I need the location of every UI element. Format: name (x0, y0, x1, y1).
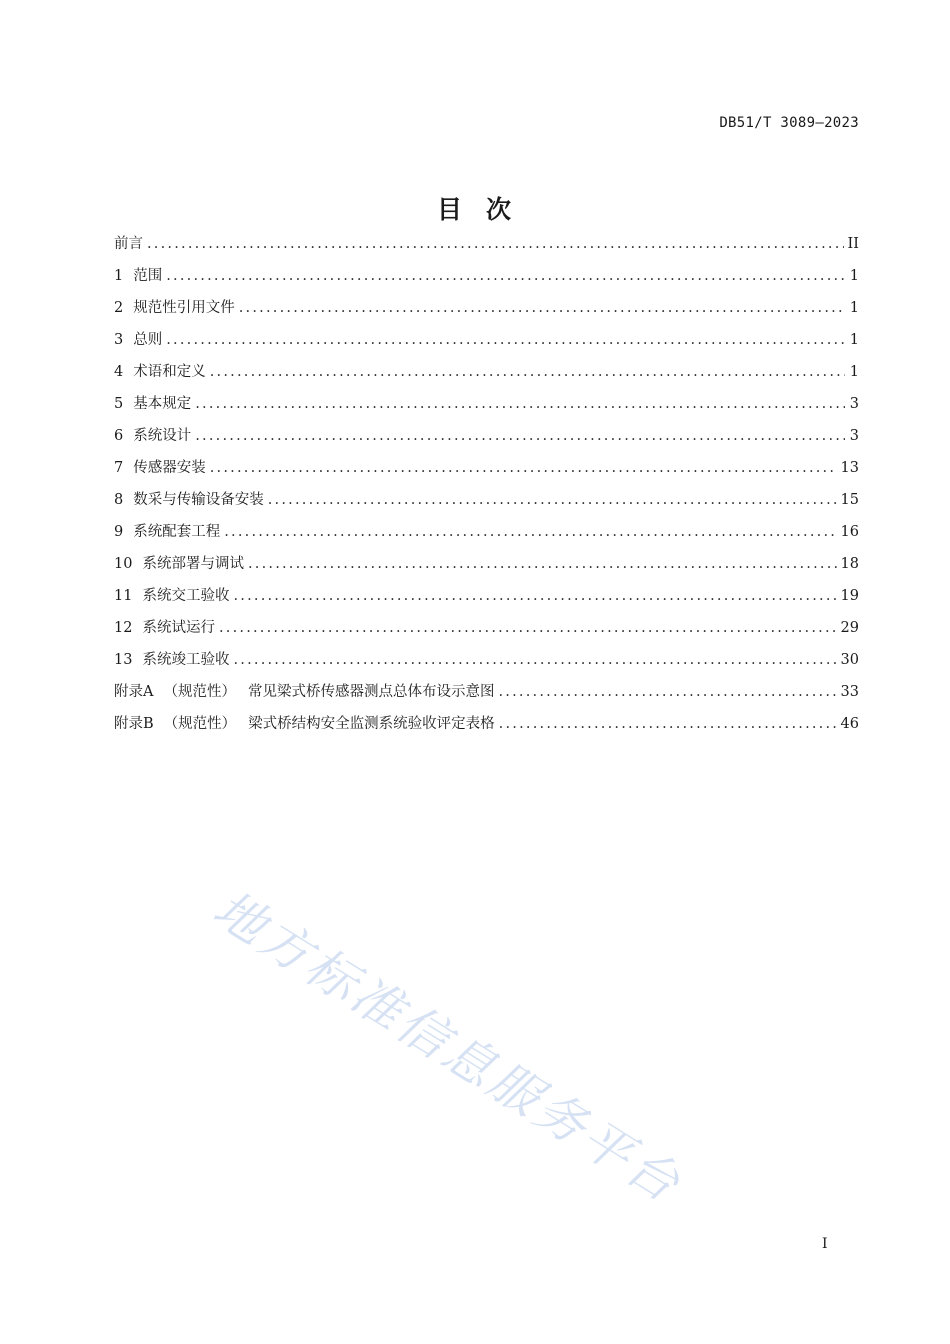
toc-entry-label: 传感器安装 (133, 460, 206, 476)
toc-entry-number: 10 (114, 556, 133, 572)
toc-entry-1[interactable] (114, 260, 859, 292)
toc-entry-label: 系统竣工验收 (142, 652, 230, 668)
toc-entry-number: 6 (114, 428, 124, 444)
toc-appendix-title: 常见梁式桥传感器测点总体布设示意图 (247, 684, 495, 700)
toc-entry-10[interactable] (114, 548, 859, 580)
toc-entry-page: 1 (849, 364, 859, 380)
toc-entry-label: 术语和定义 (133, 364, 206, 380)
toc-entry-page: 16 (840, 524, 859, 540)
page-number: I (822, 1236, 828, 1252)
toc-entry-appendix-b[interactable] (114, 708, 859, 740)
toc-entry-appendix-a[interactable] (114, 676, 859, 708)
toc-entry-2[interactable] (114, 292, 859, 324)
toc-entry-number: 7 (114, 460, 124, 476)
toc-leader-dots (166, 260, 845, 292)
toc-entry-6[interactable] (114, 420, 859, 452)
toc-entry-5[interactable] (114, 388, 859, 420)
toc-entry-page: 1 (849, 300, 859, 316)
toc-entry-number: 8 (114, 492, 124, 508)
toc-entry-label: 数采与传输设备安装 (133, 492, 264, 508)
toc-entry-number: 9 (114, 524, 124, 540)
toc-entry-page: 18 (840, 556, 859, 572)
toc-entry-label: 系统试运行 (142, 620, 215, 636)
toc-appendix-id: 附录A (114, 684, 154, 700)
toc-entry-number: 2 (114, 300, 124, 316)
toc-entry-label: 范围 (133, 268, 163, 284)
toc-leader-dots (499, 708, 837, 740)
toc-entry-12[interactable] (114, 612, 859, 644)
toc-entry-page: 19 (840, 588, 859, 604)
toc-entry-3[interactable] (114, 324, 859, 356)
toc-entry-number: 13 (114, 652, 133, 668)
toc-title-part2: 次 (486, 195, 514, 224)
toc-entry-label: 基本规定 (133, 396, 192, 412)
toc-entry-label: 总则 (133, 332, 163, 348)
toc-entry-number: 1 (114, 268, 124, 284)
toc-entry-label: 系统配套工程 (133, 524, 221, 540)
toc-leader-dots (233, 644, 836, 676)
toc-entry-page: II (847, 236, 859, 252)
watermark: 地方标准信息服务平台 (203, 879, 693, 1215)
toc-leader-dots (239, 292, 845, 324)
toc-entry-page: 33 (840, 684, 859, 700)
toc-appendix-label (114, 708, 495, 740)
toc-appendix-type: （规范性） (163, 684, 236, 700)
toc-entry-page: 3 (849, 396, 859, 412)
toc-entry-page: 30 (840, 652, 859, 668)
toc-entry-13[interactable] (114, 644, 859, 676)
toc-entry-page: 3 (849, 428, 859, 444)
toc-entry-9[interactable] (114, 516, 859, 548)
toc-leader-dots (147, 228, 844, 260)
toc-entry-number: 4 (114, 364, 124, 380)
toc-title-part1: 目 (436, 195, 464, 224)
toc-leader-dots (233, 580, 836, 612)
toc-appendix-id: 附录B (114, 716, 154, 732)
toc-list (114, 228, 859, 740)
toc-entry-foreword[interactable] (114, 228, 859, 260)
toc-leader-dots (248, 548, 837, 580)
standard-code: DB51/T 3089—2023 (719, 115, 859, 131)
toc-leader-dots (268, 484, 837, 516)
toc-leader-dots (166, 324, 845, 356)
toc-entry-page: 1 (849, 268, 859, 284)
toc-entry-page: 1 (849, 332, 859, 348)
toc-leader-dots (498, 676, 836, 708)
toc-entry-page: 13 (840, 460, 859, 476)
toc-entry-label: 系统交工验收 (142, 588, 230, 604)
toc-title (0, 190, 950, 226)
toc-leader-dots (224, 516, 836, 548)
toc-entry-number: 5 (114, 396, 124, 412)
toc-entry-page: 46 (840, 716, 859, 732)
toc-entry-8[interactable] (114, 484, 859, 516)
toc-entry-4[interactable] (114, 356, 859, 388)
toc-leader-dots (219, 612, 837, 644)
toc-leader-dots (195, 388, 845, 420)
toc-entry-number: 12 (114, 620, 133, 636)
toc-appendix-label (114, 676, 494, 708)
toc-entry-11[interactable] (114, 580, 859, 612)
toc-entry-label: 系统设计 (133, 428, 192, 444)
toc-entry-label: 规范性引用文件 (133, 300, 235, 316)
toc-entry-number: 3 (114, 332, 124, 348)
toc-appendix-type: （规范性） (163, 716, 237, 732)
toc-entry-label: 系统部署与调试 (142, 556, 244, 572)
toc-leader-dots (195, 420, 845, 452)
toc-leader-dots (210, 452, 837, 484)
toc-entry-page: 15 (840, 492, 859, 508)
toc-entry-7[interactable] (114, 452, 859, 484)
toc-leader-dots (210, 356, 845, 388)
toc-entry-label: 前言 (114, 236, 143, 252)
toc-entry-page: 29 (840, 620, 859, 636)
toc-appendix-title: 梁式桥结构安全监测系统验收评定表格 (248, 716, 495, 732)
toc-entry-number: 11 (114, 588, 133, 604)
